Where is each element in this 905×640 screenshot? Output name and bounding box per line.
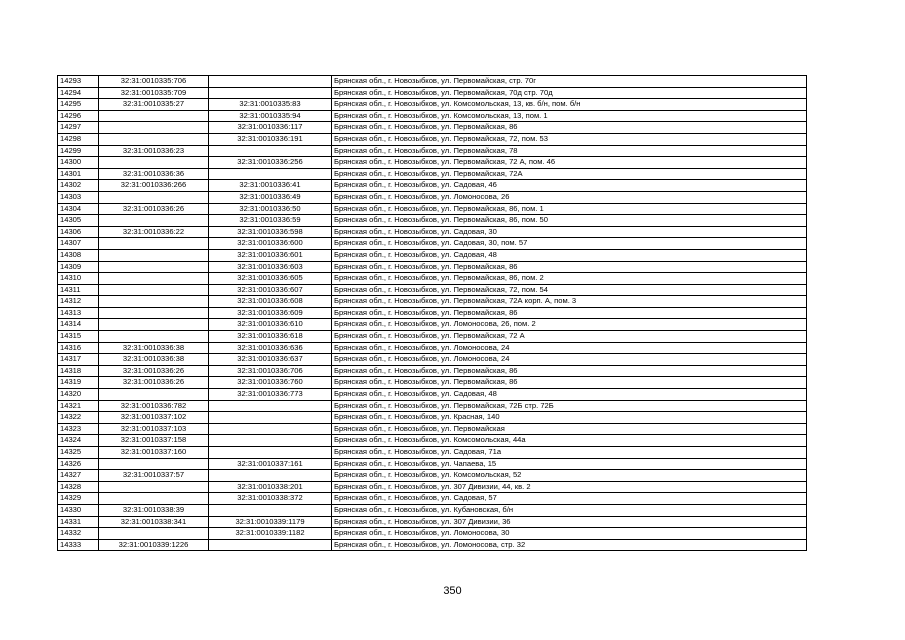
address-cell: Брянская обл., г. Новозыбков, ул. Ломоносова, 24: [332, 342, 807, 354]
cadastral-number-cell: 32:31:0010337:158: [99, 435, 209, 447]
cadastral-number-cell: [99, 191, 209, 203]
row-number-cell: 14321: [58, 400, 99, 412]
cadastral-number-cell: 32:31:0010336:38: [99, 342, 209, 354]
linked-cadastral-number-cell: [209, 447, 332, 459]
address-cell: Брянская обл., г. Новозыбков, ул. 307 Дивизии, 44, кв. 2: [332, 481, 807, 493]
row-number-cell: 14320: [58, 389, 99, 401]
table-row: [58, 76, 807, 88]
table-row: [58, 261, 807, 273]
address-cell: Брянская обл., г. Новозыбков, ул. Комсомольская, 13, кв. б/н, пом. б/н: [332, 99, 807, 111]
table-row: [58, 331, 807, 343]
row-number-cell: 14319: [58, 377, 99, 389]
address-cell: Брянская обл., г. Новозыбков, ул. Первомайская, 72А: [332, 168, 807, 180]
row-number-cell: 14331: [58, 516, 99, 528]
address-cell: Брянская обл., г. Новозыбков, ул. Садовая, 30: [332, 226, 807, 238]
table-row: [58, 319, 807, 331]
row-number-cell: 14311: [58, 284, 99, 296]
linked-cadastral-number-cell: [209, 168, 332, 180]
cadastral-number-cell: [99, 157, 209, 169]
table-row: [58, 447, 807, 459]
row-number-cell: 14294: [58, 87, 99, 99]
row-number-cell: 14313: [58, 307, 99, 319]
table-row: [58, 516, 807, 528]
address-cell: Брянская обл., г. Новозыбков, ул. Ломоносова, 26, пом. 2: [332, 319, 807, 331]
cadastral-number-cell: 32:31:0010336:38: [99, 354, 209, 366]
linked-cadastral-number-cell: 32:31:0010336:605: [209, 273, 332, 285]
table-row: [58, 133, 807, 145]
cadastral-number-cell: [99, 273, 209, 285]
row-number-cell: 14312: [58, 296, 99, 308]
linked-cadastral-number-cell: 32:31:0010335:94: [209, 110, 332, 122]
linked-cadastral-number-cell: 32:31:0010336:610: [209, 319, 332, 331]
table-row: [58, 273, 807, 285]
linked-cadastral-number-cell: [209, 412, 332, 424]
linked-cadastral-number-cell: 32:31:0010336:609: [209, 307, 332, 319]
cadastral-number-cell: [99, 307, 209, 319]
address-cell: Брянская обл., г. Новозыбков, ул. Красная, 140: [332, 412, 807, 424]
row-number-cell: 14316: [58, 342, 99, 354]
linked-cadastral-number-cell: 32:31:0010336:117: [209, 122, 332, 134]
address-cell: Брянская обл., г. Новозыбков, ул. Первомайская, 70д стр. 70д: [332, 87, 807, 99]
address-cell: Брянская обл., г. Новозыбков, ул. Первомайская, 72Б стр. 72Б: [332, 400, 807, 412]
table-row: [58, 203, 807, 215]
row-number-cell: 14296: [58, 110, 99, 122]
cadastral-number-cell: 32:31:0010336:266: [99, 180, 209, 192]
registry-table: [57, 75, 807, 551]
cadastral-number-cell: 32:31:0010337:102: [99, 412, 209, 424]
table-row: [58, 539, 807, 551]
row-number-cell: 14333: [58, 539, 99, 551]
row-number-cell: 14324: [58, 435, 99, 447]
table-row: [58, 528, 807, 540]
row-number-cell: 14318: [58, 365, 99, 377]
row-number-cell: 14307: [58, 238, 99, 250]
cadastral-number-cell: [99, 238, 209, 250]
address-cell: Брянская обл., г. Новозыбков, ул. Кубановская, б/н: [332, 504, 807, 516]
row-number-cell: 14328: [58, 481, 99, 493]
address-cell: Брянская обл., г. Новозыбков, ул. Первомайская, 72 А, пом. 46: [332, 157, 807, 169]
address-cell: Брянская обл., г. Новозыбков, ул. Садовая, 46: [332, 180, 807, 192]
table-row: [58, 180, 807, 192]
cadastral-number-cell: [99, 331, 209, 343]
table-row: [58, 296, 807, 308]
address-cell: Брянская обл., г. Новозыбков, ул. Первомайская, 78: [332, 145, 807, 157]
address-cell: Брянская обл., г. Новозыбков, ул. Первомайская, 72 А: [332, 331, 807, 343]
table-row: [58, 168, 807, 180]
row-number-cell: 14297: [58, 122, 99, 134]
address-cell: Брянская обл., г. Новозыбков, ул. Первомайская, 86: [332, 261, 807, 273]
linked-cadastral-number-cell: 32:31:0010337:161: [209, 458, 332, 470]
row-number-cell: 14299: [58, 145, 99, 157]
address-cell: Брянская обл., г. Новозыбков, ул. Садовая, 71а: [332, 447, 807, 459]
table-row: [58, 157, 807, 169]
linked-cadastral-number-cell: 32:31:0010336:191: [209, 133, 332, 145]
linked-cadastral-number-cell: 32:31:0010336:601: [209, 249, 332, 261]
address-cell: Брянская обл., г. Новозыбков, ул. Первомайская, стр. 70г: [332, 76, 807, 88]
row-number-cell: 14332: [58, 528, 99, 540]
address-cell: Брянская обл., г. Новозыбков, ул. Первомайская: [332, 423, 807, 435]
cadastral-number-cell: [99, 122, 209, 134]
table-row: [58, 99, 807, 111]
table-row: [58, 493, 807, 505]
row-number-cell: 14329: [58, 493, 99, 505]
address-cell: Брянская обл., г. Новозыбков, ул. Ломоносова, 26: [332, 191, 807, 203]
table-row: [58, 423, 807, 435]
linked-cadastral-number-cell: [209, 470, 332, 482]
table-row: [58, 458, 807, 470]
address-cell: Брянская обл., г. Новозыбков, ул. Первомайская, 86: [332, 122, 807, 134]
table-row: [58, 470, 807, 482]
table-row: [58, 191, 807, 203]
table-row: [58, 110, 807, 122]
address-cell: Брянская обл., г. Новозыбков, ул. 307 Дивизии, 36: [332, 516, 807, 528]
row-number-cell: 14300: [58, 157, 99, 169]
table-row: [58, 377, 807, 389]
row-number-cell: 14309: [58, 261, 99, 273]
address-cell: Брянская обл., г. Новозыбков, ул. Комсомольская, 44а: [332, 435, 807, 447]
cadastral-number-cell: 32:31:0010335:709: [99, 87, 209, 99]
linked-cadastral-number-cell: 32:31:0010336:256: [209, 157, 332, 169]
cadastral-number-cell: [99, 110, 209, 122]
address-cell: Брянская обл., г. Новозыбков, ул. Садовая, 48: [332, 249, 807, 261]
cadastral-number-cell: 32:31:0010337:57: [99, 470, 209, 482]
linked-cadastral-number-cell: 32:31:0010338:372: [209, 493, 332, 505]
table-row: [58, 307, 807, 319]
address-cell: Брянская обл., г. Новозыбков, ул. Садовая, 30, пом. 57: [332, 238, 807, 250]
address-cell: Брянская обл., г. Новозыбков, ул. Первомайская, 86, пом. 1: [332, 203, 807, 215]
cadastral-number-cell: 32:31:0010335:706: [99, 76, 209, 88]
address-cell: Брянская обл., г. Новозыбков, ул. Ломоносова, 24: [332, 354, 807, 366]
cadastral-number-cell: 32:31:0010336:782: [99, 400, 209, 412]
cadastral-number-cell: [99, 319, 209, 331]
linked-cadastral-number-cell: 32:31:0010336:607: [209, 284, 332, 296]
linked-cadastral-number-cell: 32:31:0010336:706: [209, 365, 332, 377]
table-row: [58, 284, 807, 296]
address-cell: Брянская обл., г. Новозыбков, ул. Первомайская, 86: [332, 365, 807, 377]
address-cell: Брянская обл., г. Новозыбков, ул. Комсомольская, 13, пом. 1: [332, 110, 807, 122]
cadastral-number-cell: [99, 249, 209, 261]
table-row: [58, 87, 807, 99]
cadastral-number-cell: 32:31:0010336:22: [99, 226, 209, 238]
page-number: 350: [443, 585, 462, 597]
cadastral-number-cell: [99, 133, 209, 145]
row-number-cell: 14323: [58, 423, 99, 435]
table-row: [58, 238, 807, 250]
linked-cadastral-number-cell: 32:31:0010336:49: [209, 191, 332, 203]
linked-cadastral-number-cell: 32:31:0010335:83: [209, 99, 332, 111]
linked-cadastral-number-cell: [209, 76, 332, 88]
row-number-cell: 14327: [58, 470, 99, 482]
cadastral-number-cell: [99, 458, 209, 470]
row-number-cell: 14315: [58, 331, 99, 343]
registry-table-body: [58, 76, 807, 551]
address-cell: Брянская обл., г. Новозыбков, ул. Первомайская, 72, пом. 53: [332, 133, 807, 145]
row-number-cell: 14295: [58, 99, 99, 111]
row-number-cell: 14305: [58, 215, 99, 227]
cadastral-number-cell: 32:31:0010337:103: [99, 423, 209, 435]
cadastral-number-cell: [99, 481, 209, 493]
linked-cadastral-number-cell: 32:31:0010336:637: [209, 354, 332, 366]
cadastral-number-cell: [99, 284, 209, 296]
linked-cadastral-number-cell: 32:31:0010338:201: [209, 481, 332, 493]
row-number-cell: 14317: [58, 354, 99, 366]
linked-cadastral-number-cell: 32:31:0010336:59: [209, 215, 332, 227]
linked-cadastral-number-cell: [209, 435, 332, 447]
linked-cadastral-number-cell: 32:31:0010336:600: [209, 238, 332, 250]
address-cell: Брянская обл., г. Новозыбков, ул. Первомайская, 86: [332, 377, 807, 389]
address-cell: Брянская обл., г. Новозыбков, ул. Садовая, 48: [332, 389, 807, 401]
linked-cadastral-number-cell: 32:31:0010336:41: [209, 180, 332, 192]
table-row: [58, 365, 807, 377]
cadastral-number-cell: [99, 493, 209, 505]
linked-cadastral-number-cell: [209, 400, 332, 412]
address-cell: Брянская обл., г. Новозыбков, ул. Первомайская, 86: [332, 307, 807, 319]
table-row: [58, 226, 807, 238]
linked-cadastral-number-cell: 32:31:0010339:1182: [209, 528, 332, 540]
cadastral-number-cell: 32:31:0010336:36: [99, 168, 209, 180]
row-number-cell: 14304: [58, 203, 99, 215]
row-number-cell: 14326: [58, 458, 99, 470]
cadastral-number-cell: 32:31:0010335:27: [99, 99, 209, 111]
row-number-cell: 14293: [58, 76, 99, 88]
address-cell: Брянская обл., г. Новозыбков, ул. Ломоносова, 30: [332, 528, 807, 540]
table-row: [58, 435, 807, 447]
cadastral-number-cell: [99, 296, 209, 308]
linked-cadastral-number-cell: 32:31:0010336:636: [209, 342, 332, 354]
table-row: [58, 215, 807, 227]
address-cell: Брянская обл., г. Новозыбков, ул. Первомайская, 72А корп. А, пом. 3: [332, 296, 807, 308]
row-number-cell: 14298: [58, 133, 99, 145]
row-number-cell: 14306: [58, 226, 99, 238]
table-row: [58, 389, 807, 401]
row-number-cell: 14330: [58, 504, 99, 516]
table-row: [58, 249, 807, 261]
row-number-cell: 14325: [58, 447, 99, 459]
cadastral-number-cell: [99, 261, 209, 273]
row-number-cell: 14302: [58, 180, 99, 192]
linked-cadastral-number-cell: 32:31:0010336:760: [209, 377, 332, 389]
cadastral-number-cell: 32:31:0010336:26: [99, 365, 209, 377]
cadastral-number-cell: 32:31:0010336:26: [99, 203, 209, 215]
table-row: [58, 412, 807, 424]
cadastral-number-cell: 32:31:0010336:23: [99, 145, 209, 157]
cadastral-number-cell: 32:31:0010338:341: [99, 516, 209, 528]
address-cell: Брянская обл., г. Новозыбков, ул. Первомайская, 86, пом. 2: [332, 273, 807, 285]
linked-cadastral-number-cell: [209, 423, 332, 435]
table-row: [58, 342, 807, 354]
address-cell: Брянская обл., г. Новозыбков, ул. Чапаева, 15: [332, 458, 807, 470]
cadastral-number-cell: 32:31:0010337:160: [99, 447, 209, 459]
linked-cadastral-number-cell: 32:31:0010339:1179: [209, 516, 332, 528]
address-cell: Брянская обл., г. Новозыбков, ул. Садовая, 57: [332, 493, 807, 505]
linked-cadastral-number-cell: 32:31:0010336:608: [209, 296, 332, 308]
row-number-cell: 14303: [58, 191, 99, 203]
linked-cadastral-number-cell: 32:31:0010336:618: [209, 331, 332, 343]
row-number-cell: 14322: [58, 412, 99, 424]
cadastral-number-cell: [99, 528, 209, 540]
row-number-cell: 14310: [58, 273, 99, 285]
address-cell: Брянская обл., г. Новозыбков, ул. Первомайская, 86, пом. 50: [332, 215, 807, 227]
table-row: [58, 354, 807, 366]
cadastral-number-cell: 32:31:0010336:26: [99, 377, 209, 389]
linked-cadastral-number-cell: 32:31:0010336:598: [209, 226, 332, 238]
address-cell: Брянская обл., г. Новозыбков, ул. Комсомольская, 52: [332, 470, 807, 482]
row-number-cell: 14301: [58, 168, 99, 180]
row-number-cell: 14308: [58, 249, 99, 261]
linked-cadastral-number-cell: 32:31:0010336:603: [209, 261, 332, 273]
cadastral-number-cell: 32:31:0010339:1226: [99, 539, 209, 551]
linked-cadastral-number-cell: [209, 539, 332, 551]
registry-table-wrapper: [57, 75, 806, 551]
row-number-cell: 14314: [58, 319, 99, 331]
linked-cadastral-number-cell: [209, 504, 332, 516]
linked-cadastral-number-cell: 32:31:0010336:773: [209, 389, 332, 401]
table-row: [58, 400, 807, 412]
cadastral-number-cell: 32:31:0010338:39: [99, 504, 209, 516]
cadastral-number-cell: [99, 389, 209, 401]
table-row: [58, 504, 807, 516]
table-row: [58, 481, 807, 493]
linked-cadastral-number-cell: 32:31:0010336:50: [209, 203, 332, 215]
address-cell: Брянская обл., г. Новозыбков, ул. Ломоносова, стр. 32: [332, 539, 807, 551]
address-cell: Брянская обл., г. Новозыбков, ул. Первомайская, 72, пом. 54: [332, 284, 807, 296]
table-row: [58, 145, 807, 157]
linked-cadastral-number-cell: [209, 145, 332, 157]
table-row: [58, 122, 807, 134]
linked-cadastral-number-cell: [209, 87, 332, 99]
cadastral-number-cell: [99, 215, 209, 227]
